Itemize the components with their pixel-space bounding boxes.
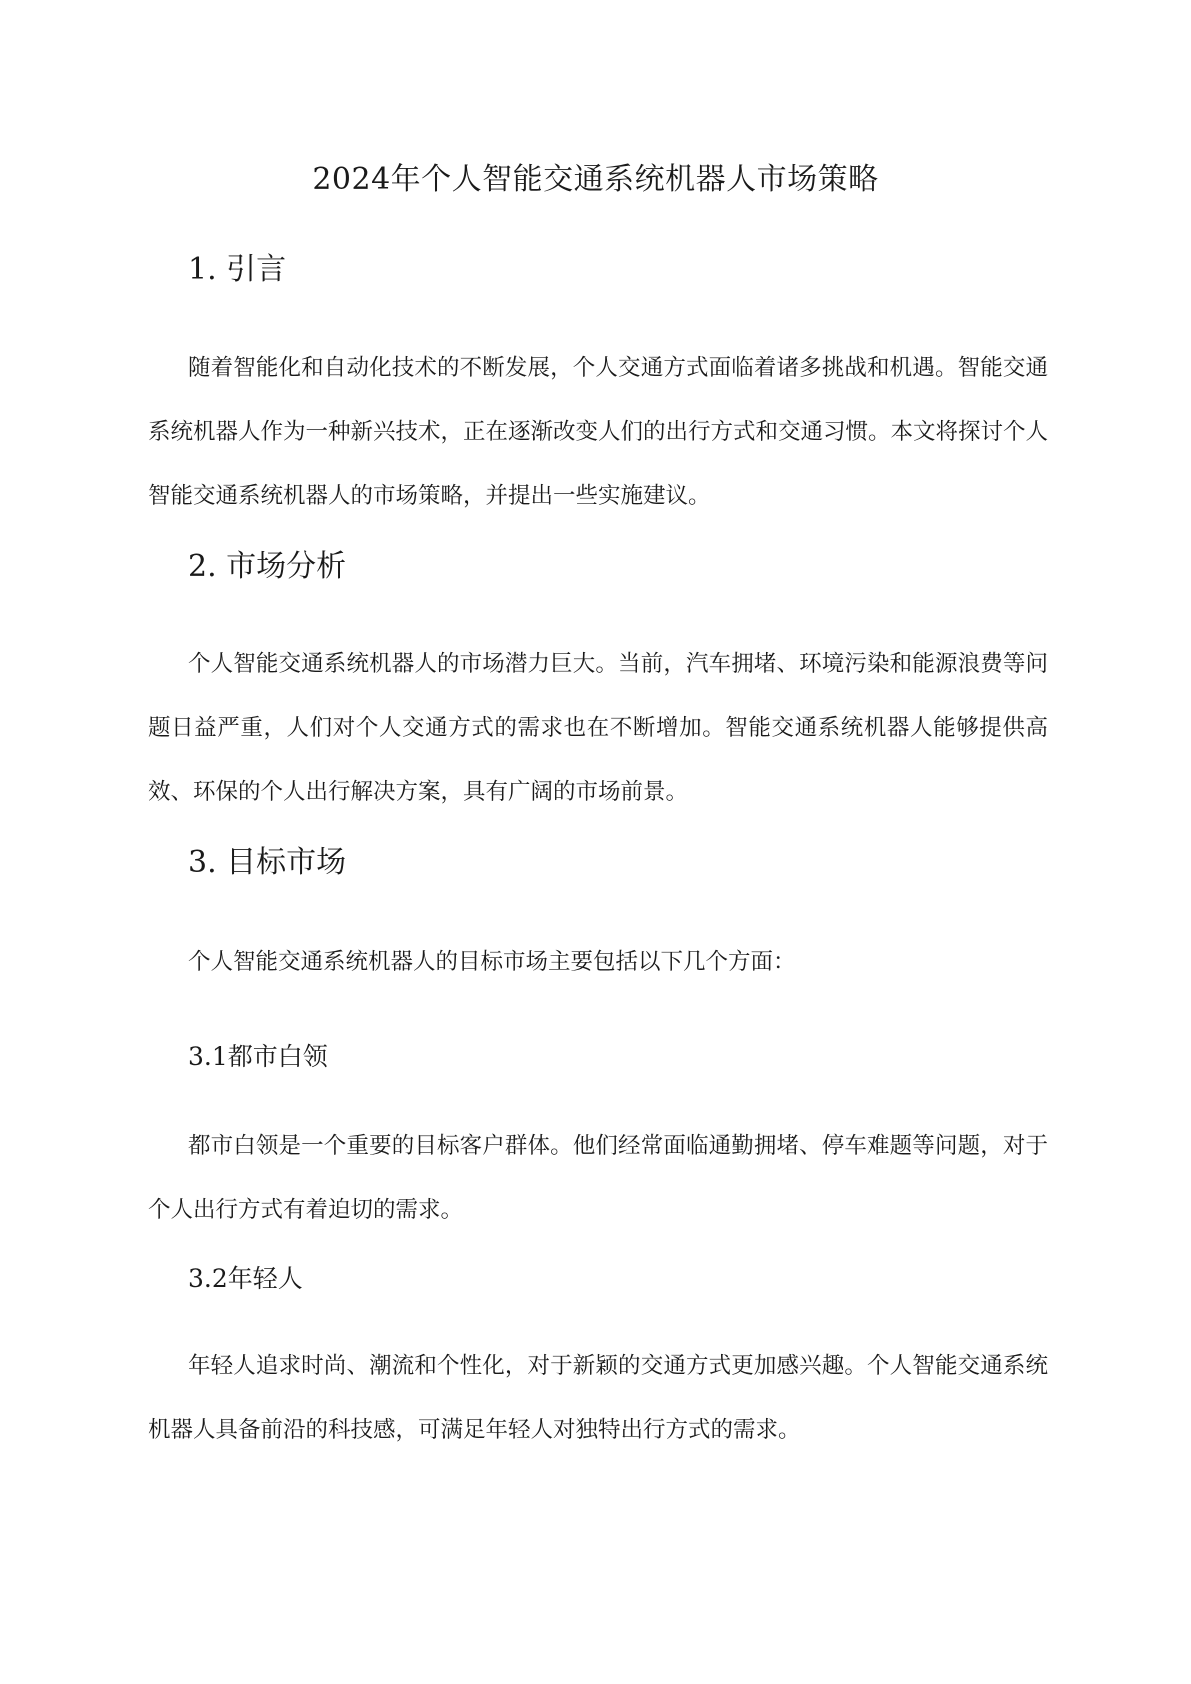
paragraph-text: 随着智能化和自动化技术的不断发展，个人交通方式面临着诸多挑战和机遇。智能交通系统机器人作为一种新兴技术，正在逐渐改变人们的出行方式和交通习惯。本文将探讨个人智能交通系统机器人的市场策略，并提出一些实施建议。 bbox=[148, 355, 1049, 509]
section-paragraph-market-analysis bbox=[148, 632, 1048, 824]
section-paragraph-target-market bbox=[148, 930, 1048, 994]
paragraph-text: 个人智能交通系统机器人的目标市场主要包括以下几个方面： bbox=[188, 949, 796, 975]
subsection-heading-urban-white-collar: 3.1都市白领 bbox=[188, 1042, 328, 1071]
document-title: 2024年个人智能交通系统机器人市场策略 bbox=[312, 162, 879, 197]
section-paragraph-introduction bbox=[148, 336, 1048, 528]
section-heading-introduction: 1. 引言 bbox=[188, 252, 287, 287]
section-heading-market-analysis: 2. 市场分析 bbox=[188, 549, 347, 584]
subsection-paragraph-urban-white-collar bbox=[148, 1114, 1048, 1242]
section-heading-target-market: 3. 目标市场 bbox=[188, 845, 347, 880]
subsection-heading-young-people: 3.2年轻人 bbox=[188, 1264, 303, 1293]
subsection-paragraph-young-people bbox=[148, 1334, 1048, 1462]
paragraph-text: 都市白领是一个重要的目标客户群体。他们经常面临通勤拥堵、停车难题等问题，对于个人出行方式有着迫切的需求。 bbox=[148, 1133, 1048, 1223]
paragraph-text: 年轻人追求时尚、潮流和个性化，对于新颖的交通方式更加感兴趣。个人智能交通系统机器人具备前沿的科技感，可满足年轻人对独特出行方式的需求。 bbox=[148, 1353, 1048, 1443]
paragraph-text: 个人智能交通系统机器人的市场潜力巨大。当前，汽车拥堵、环境污染和能源浪费等问题日益严重，人们对个人交通方式的需求也在不断增加。智能交通系统机器人能够提供高效、环保的个人出行解决方案，具有广阔的市场前景。 bbox=[148, 651, 1048, 805]
